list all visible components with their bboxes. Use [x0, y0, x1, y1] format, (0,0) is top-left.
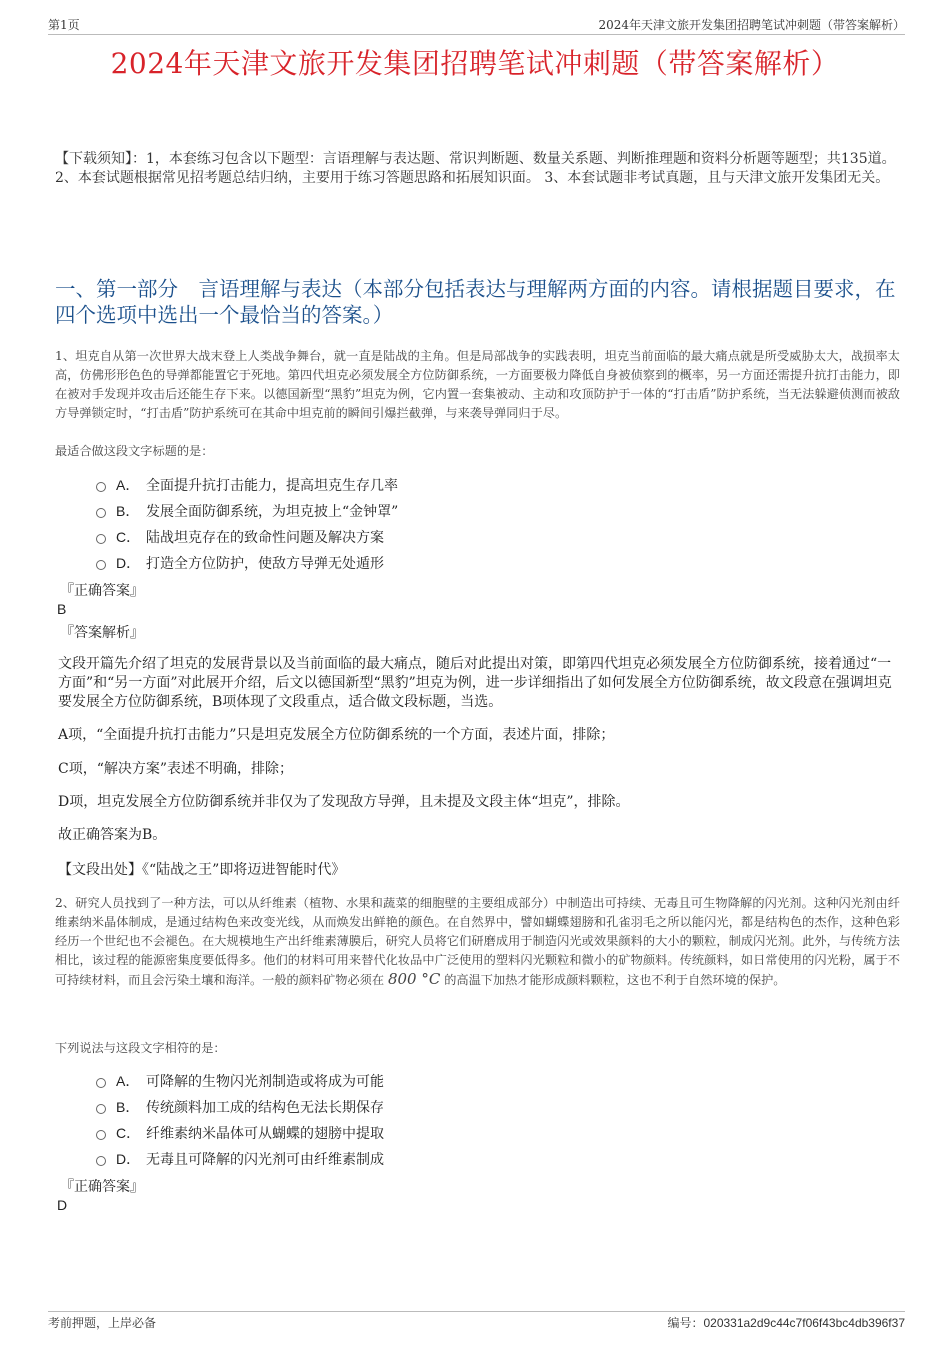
- q2-option-b[interactable]: B． 传统颜料加工成的结构色无法长期保存: [96, 1094, 384, 1120]
- q1-option-d[interactable]: D． 打造全方位防护，使敌方导弹无处遁形: [96, 550, 398, 576]
- question-1-prompt: 最适合做这段文字标题的是：: [55, 444, 214, 458]
- q2-answer: D: [57, 1197, 68, 1213]
- footer-slogan: 考前押题，上岸必备: [48, 1316, 157, 1330]
- radio-icon[interactable]: [96, 1104, 106, 1114]
- radio-icon[interactable]: [96, 1156, 106, 1166]
- q1-analysis-label: 『答案解析』: [60, 625, 144, 641]
- q1-analysis-a: A项，“全面提升抗打击能力”只是坦克发展全方位防御系统的一个方面，表述片面，排除；: [58, 727, 615, 743]
- q1-analysis-c: C项，“解决方案”表述不明确，排除；: [58, 761, 294, 777]
- q1-analysis-d: D项，坦克发展全方位防御系统并非仅为了发现敌方导弹，且未提及文段主体“坦克”，排除。: [58, 794, 630, 810]
- download-notice: 【下载须知】：1，本套练习包含以下题型：言语理解与表达题、常识判断题、数量关系题、判断推理题和资料分析题等题型；共135道。 2、本套试题根据常见招考题总结归纳，主要用于练习答题思路和拓展知识面。 3、本套试题非考试真题，且与天津文旅开发集团无关。: [55, 151, 896, 186]
- question-2-options: [96, 1068, 384, 1172]
- radio-icon[interactable]: [96, 1130, 106, 1140]
- q1-option-b[interactable]: B． 发展全面防御系统，为坦克披上“金钟罩”: [96, 498, 398, 524]
- question-1-options: [96, 472, 398, 576]
- radio-icon[interactable]: [96, 1078, 106, 1088]
- q1-option-a[interactable]: A． 全面提升抗打击能力，提高坦克生存几率: [96, 472, 398, 498]
- header-doc-title: 2024年天津文旅开发集团招聘笔试冲刺题（带答案解析）: [598, 18, 905, 32]
- footer-code: 编号：020331a2d9c44c7f06f43bc4db396f37: [667, 1316, 905, 1330]
- q1-answer-label: 『正确答案』: [60, 583, 144, 599]
- question-2-stem: 2、研究人员找到了一种方法，可以从纤维素（植物、水果和蔬菜的细胞壁的主要组成部分）中制造出可持续、无毒且可生物降解的闪光剂。这种闪光剂由纤维素纳米晶体制成，是通过结构色来改变光线，从而焕发出鲜艳的颜色。在自然界中，譬如蝴蝶翅膀和孔雀羽毛之所以能闪光，都是结构色的杰作，这种色彩经历一个世纪也不会褪色。在大规模地生产出纤维素薄膜后，研究人员将它们研磨成用于制造闪光或效果颜料的大小的颗粒，制成闪光剂。此外，与传统方法相比，该过程的能源密集度要低得多。他们的材料可用来替代化妆品中广泛使用的塑料闪光颗粒和微小的矿物颜料。传统颜料，如日常使用的闪光粉，属于不可持续材料，而且会污染土壤和海洋。一般的颜料矿物必须在 800 °C 的高温下加热才能形成颜料颗粒，这也不利于自然环境的保护。: [55, 896, 900, 988]
- question-2-prompt: 下列说法与这段文字相符的是：: [55, 1041, 226, 1055]
- page-title: 2024年天津文旅开发集团招聘笔试冲刺题（带答案解析）: [110, 47, 840, 80]
- q2-answer-label: 『正确答案』: [60, 1179, 144, 1195]
- footer-divider: [48, 1311, 905, 1312]
- question-1-stem: 1、坦克自从第一次世界大战末登上人类战争舞台，就一直是陆战的主角。但是局部战争的实践表明，坦克当前面临的最大痛点就是所受威胁太大，战损率太高，仿佛形形色色的导弹都能置它于死地。第四代坦克必须发展全方位防御系统，一方面要极力降低自身被侦察到的概率，另一方面还需提升抗打击能力，即在被对手发现并攻击后还能生存下来。以德国新型“黑豹”坦克为例，它内置一套集被动、主动和攻顶防护于一体的“打击盾”防护系统，当无法躲避侦测而被敌方导弹锁定时，“打击盾”防护系统可在其命中坦克前的瞬间引爆拦截弹，与来袭导弹同归于尽。: [55, 349, 900, 420]
- radio-icon[interactable]: [96, 560, 106, 570]
- q1-answer: B: [57, 601, 67, 617]
- q1-option-c[interactable]: C． 陆战坦克存在的致命性问题及解决方案: [96, 524, 398, 550]
- q1-source: 【文段出处】《“陆战之王”即将迈进智能时代》: [58, 862, 346, 878]
- q2-option-a[interactable]: A． 可降解的生物闪光剂制造或将成为可能: [96, 1068, 384, 1094]
- section-heading: 一、第一部分 言语理解与表达（本部分包括表达与理解两方面的内容。请根据题目要求，在四个选项中选出一个最恰当的答案。）: [55, 277, 896, 327]
- document-id: 020331a2d9c44c7f06f43bc4db396f37: [703, 1316, 905, 1330]
- q2-option-c[interactable]: C． 纤维素纳米晶体可从蝴蝶的翅膀中提取: [96, 1120, 384, 1146]
- radio-icon[interactable]: [96, 482, 106, 492]
- page-header: [48, 14, 905, 35]
- radio-icon[interactable]: [96, 534, 106, 544]
- radio-icon[interactable]: [96, 508, 106, 518]
- page-number: 第1页: [48, 18, 80, 32]
- q1-analysis-conclusion: 故正确答案为B。: [58, 827, 167, 843]
- q2-option-d[interactable]: D． 无毒且可降解的闪光剂可由纤维素制成: [96, 1146, 384, 1172]
- temperature-value: 800 °C: [387, 970, 441, 988]
- q1-analysis-main: 文段开篇先介绍了坦克的发展背景以及当前面临的最大痛点，随后对此提出对策，即第四代坦克必须发展全方位防御系统，接着通过“一方面”和“另一方面”对此展开介绍，后文以德国新型“黑豹”坦克为例，进一步详细指出了如何发展全方位防御系统，故文段意在强调坦克要发展全方位防御系统，B项体现了文段重点，适合做文段标题，当选。: [58, 656, 892, 710]
